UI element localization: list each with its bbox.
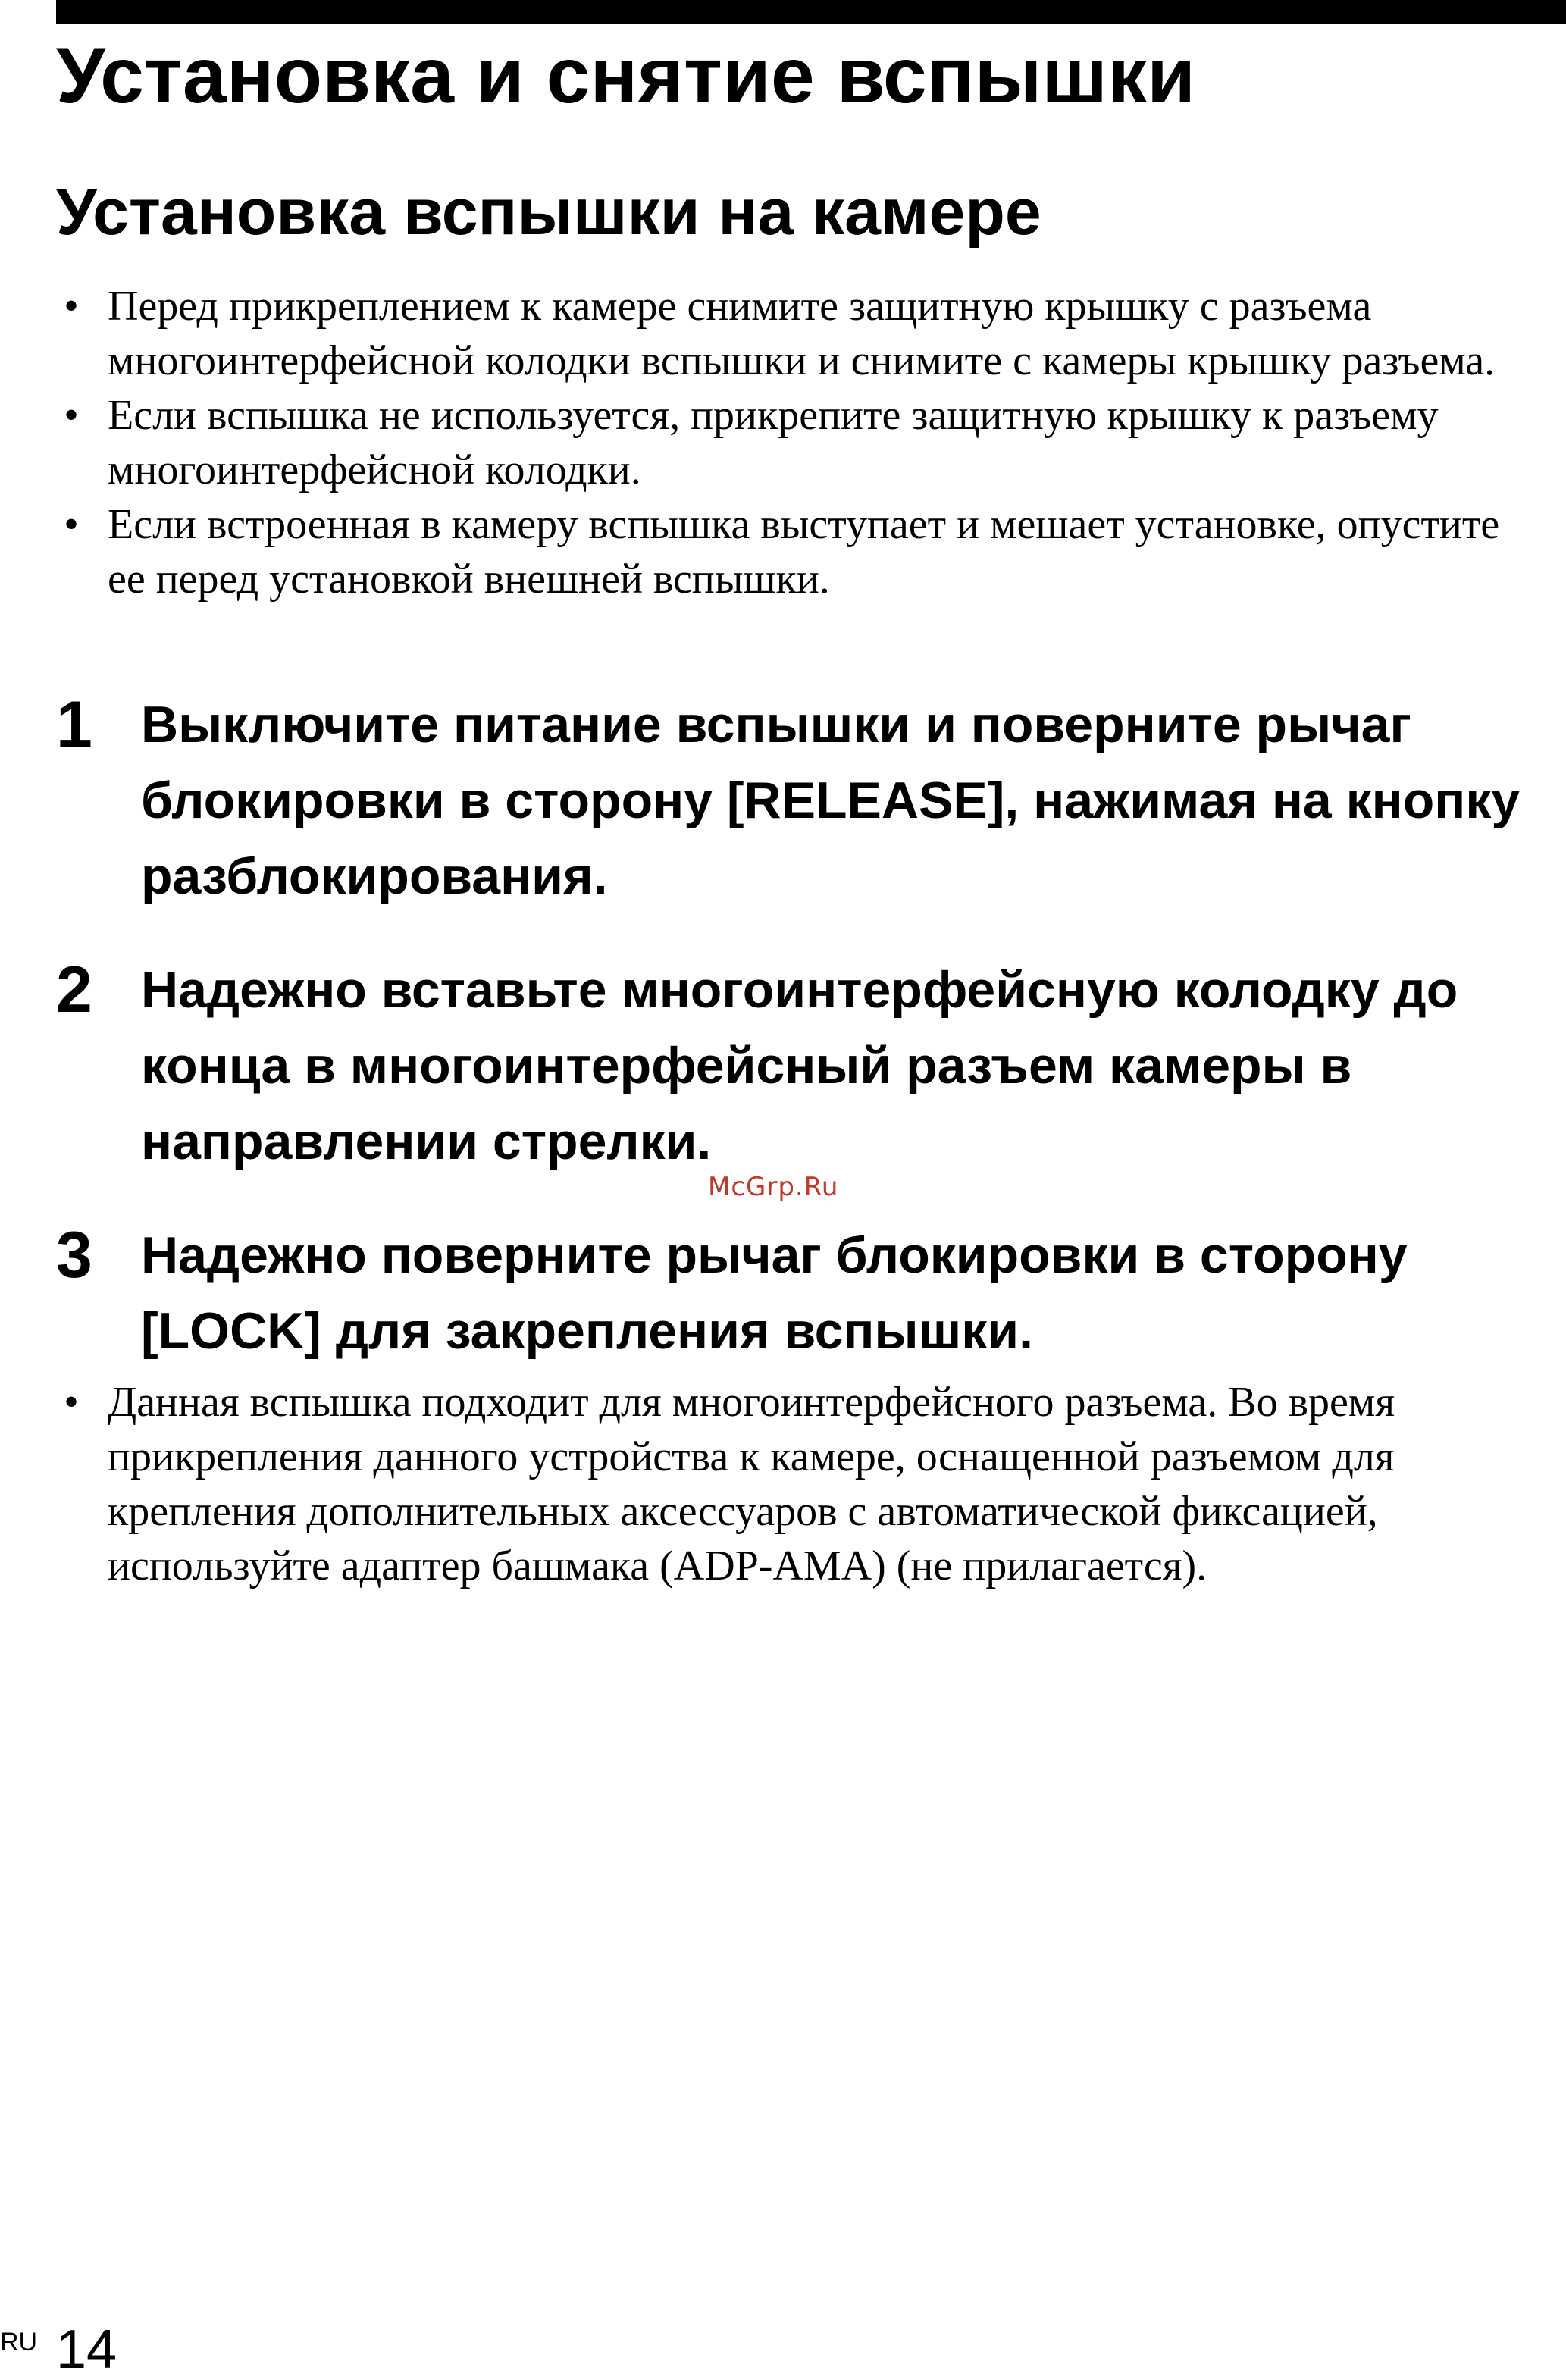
page-title: Установка и снятие вспышки — [56, 32, 1196, 120]
bullet-icon: • — [64, 501, 79, 548]
section-title: Установка вспышки на камере — [56, 176, 1041, 249]
step-number: 3 — [56, 1219, 92, 1292]
intro-bullet-text: Перед прикреплением к камере снимите защитную крышку с разъема многоинтерфейсной колодки вспышки и снимите с камеры крышку разъема. — [108, 283, 1496, 384]
intro-bullet-item — [56, 279, 1542, 388]
step-2 — [56, 952, 1561, 1179]
bullet-icon: • — [64, 392, 79, 439]
bullet-icon: • — [64, 1379, 79, 1426]
intro-bullet-text: Если встроенная в камеру вспышка выступает и мешает установке, опустите ее перед установкой внешней вспышки. — [108, 501, 1500, 603]
note-bullet-item — [56, 1375, 1542, 1593]
note-bullet-list — [56, 1375, 1542, 1593]
step-text: Выключите питание вспышки и поверните рычаг блокировки в сторону [RELEASE], нажимая на кнопку разблокирования. — [141, 696, 1521, 905]
step-1 — [56, 687, 1561, 914]
step-number: 2 — [56, 954, 92, 1026]
note-bullet-text: Данная вспышка подходит для многоинтерфейсного разъема. Во время прикрепления данного устройства к камере, оснащенной разъемом для крепления дополнительных аксессуаров с автоматической фиксацией, используйте адаптер башмака (ADP-AMA) (не прилагается). — [108, 1379, 1395, 1589]
watermark: McGrp.Ru — [708, 1172, 839, 1202]
step-text: Надежно вставьте многоинтерфейсную колодку до конца в многоинтерфейсный разъем камеры в направлении стрелки. — [141, 961, 1458, 1170]
intro-bullet-item — [56, 388, 1542, 497]
step-text: Надежно поверните рычаг блокировки в сторону [LOCK] для закрепления вспышки. — [141, 1226, 1408, 1360]
page-number: 14 — [56, 2319, 117, 2380]
intro-bullet-text: Если вспышка не используется, прикрепите защитную крышку к разъему многоинтерфейсной колодки. — [108, 392, 1439, 493]
step-3 — [56, 1217, 1561, 1369]
top-rule — [56, 0, 1566, 24]
step-number: 1 — [56, 688, 92, 761]
intro-bullet-item — [56, 497, 1542, 606]
language-code: RU — [0, 2328, 38, 2357]
intro-bullet-list — [56, 279, 1542, 606]
bullet-icon: • — [64, 283, 79, 330]
